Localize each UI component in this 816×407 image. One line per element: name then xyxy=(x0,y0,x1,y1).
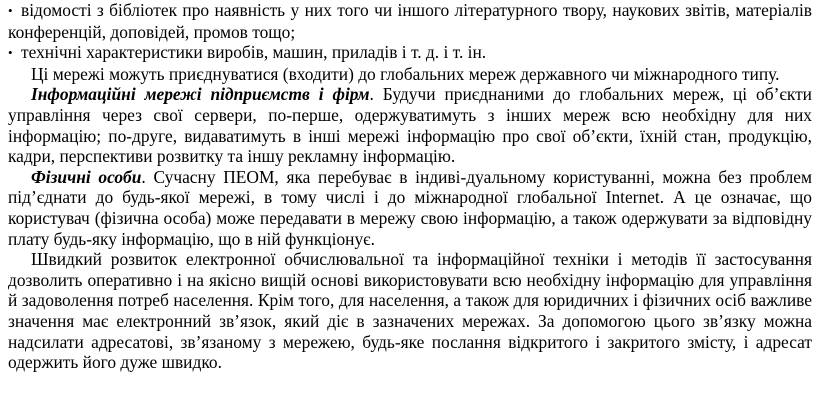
bullet-item-library-info xyxy=(8,0,812,42)
bullet-icon: • xyxy=(8,45,13,61)
paragraph-enterprise-networks xyxy=(8,84,812,166)
bullet-text: відомості з бібліотек про наявність у них того чи іншого літературного твору, наукових звітів, матеріалів конференцій, доповідей, промов тощо; xyxy=(8,0,812,42)
term-enterprise-networks: Інформаційні мережі підприємств і фірм xyxy=(31,84,370,105)
paragraph-individuals xyxy=(8,167,812,249)
bullet-text: технічні характеристики виробів, машин, приладів і т. д. і т. ін. xyxy=(21,42,487,63)
paragraph-text: . Сучасну ПЕОМ, яка перебуває в індиві-дуальному користуванні, можна без проблем під’єднати до будь-якої мережі, в тому числі і до міжнародної глобальної Internet. А це означає, що користувач (фізична особа) може передавати в мережу свою інформацію, а також одержувати за відповідну плату будь-яку інформацію, що в ній функціонує. xyxy=(8,166,813,249)
paragraph-text: . Будучи приєднаними до глобальних мереж, ці об’єкти управління через свої сервери, по-перше, одержуватимуть з інших мереж всю необхідну для них інформацію; по-друге, видаватимуть в інші мережі інформацію про свої об’єкти, їхній стан, продукцію, кадри, перспективи розвитку та іншу рекламну інформацію. xyxy=(8,84,812,167)
bullet-item-technical-specs xyxy=(8,42,812,64)
paragraph-global-networks: Ці мережі можуть приєднуватися (входити) до глобальних мереж державного чи міжнародного типу. xyxy=(31,63,780,84)
term-individuals: Фізичні особи xyxy=(31,166,142,187)
paragraph-rapid-development: Швидкий розвиток електронної обчислювальної та інформаційної техніки і методів її застосування дозволить оперативно і на якісно вищій основі використовувати всю необхідну інформацію для управління й задоволення потреб населення. Крім того, для населення, а також для юридичних і фізичних осіб важливе значення має електронний зв’язок, який діє в зазначених мережах. За допомогою цього зв’язку можна надсилати адресатові, зв’язаному з мережею, будь-яке послання відкритого і закритого змісту, і адресат одержить його дуже швидко. xyxy=(8,249,812,373)
bullet-icon: • xyxy=(8,3,13,18)
